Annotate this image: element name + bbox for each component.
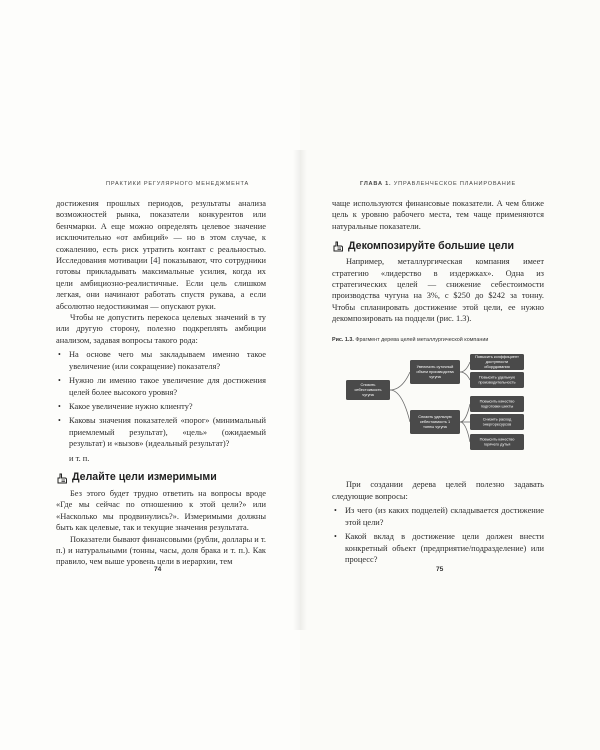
bullet-icon: • — [334, 532, 337, 542]
tree-leaf-label: Повысить удельную производительность — [478, 374, 516, 385]
section-heading-measurable: Делайте цели измеримыми — [56, 472, 266, 484]
tree-root-label: Снизить себестоимость чугуна — [354, 382, 382, 397]
tree-leaf-node — [470, 396, 524, 412]
right-body — [332, 198, 544, 568]
list-item: • Нужно ли именно такое увеличение для достижения целей более высокого уровня? — [58, 376, 266, 397]
etc-text: и т. п. — [69, 453, 90, 463]
left-paragraph-4: Показатели бывают финансовыми (рубли, доллары и т. п.) и натуральными (тонны, часы, доля брака и т. п.). Как правило, чем выше уровень цели в иерархии, тем — [56, 534, 266, 567]
right-running-head: ГЛАВА 1. УПРАВЛЕНЧЕСКОЕ ПЛАНИРОВАНИЕ — [360, 181, 516, 187]
right-paragraph-2: Например, металлургическая компания имеет стратегию «лидерство в издержках». Одна из стратегических целей — снижение себестоимости производства чугуна на 3%, с $250 до $242 за тонну. Чтобы спланировать достижение этой цели, ее нужно декомпозировать на подцели (рис. 1.3). — [332, 257, 544, 324]
tree-mid-node-2 — [410, 410, 460, 434]
bullet-icon: • — [58, 376, 61, 386]
left-paragraph-2: Чтобы не допустить перекоса целевых значений в ту или другую сторону, полезно подкреплять амбиции анализом, задавая вопросы такого рода: — [56, 313, 266, 345]
goal-tree-diagram — [332, 352, 544, 462]
tree-leaf-node — [470, 372, 524, 388]
list-item: • Какое увеличение нужно клиенту? — [58, 401, 193, 411]
left-running-head: ПРАКТИКИ РЕГУЛЯРНОГО МЕНЕДЖМЕНТА — [106, 181, 250, 187]
tree-mid-node-1 — [410, 360, 460, 384]
hand-pointing-icon — [56, 472, 68, 484]
tree-leaf-node — [470, 414, 524, 430]
list-item: • На основе чего мы закладываем именно такое увеличение (или сокращение) показателя? — [58, 350, 266, 371]
tree-leaf-node — [470, 434, 524, 450]
left-question-list — [56, 349, 266, 449]
hand-pointing-icon — [332, 240, 344, 252]
tree-leaf-label: Снизить расход энергоресурсов — [482, 416, 512, 427]
right-paragraph-3: При создании дерева целей полезно задавать следующие вопросы: — [332, 480, 544, 501]
tree-mid-label-2: Снизить удельную себестоимость 1 тонны чугуна — [418, 414, 452, 429]
bullet-icon: • — [58, 416, 61, 426]
tree-leaf-label: Повысить коэффициент доступности оборудования — [475, 354, 519, 369]
book-gutter — [293, 150, 307, 630]
left-paragraph-3: Без этого будет трудно ответить на вопросы вроде «Где мы сейчас по отношению к этой цели?» или «Насколько мы продвинулись?». Измеримыми должны быть как целевые, так и текущие значения результата. — [56, 488, 266, 533]
figure-caption: Рис. 1.3. Фрагмент дерева целей металлургической компании — [332, 336, 489, 343]
tree-leaf-node — [470, 354, 524, 370]
list-item: • Из чего (из каких подцелей) складывается достижение этой цели? — [334, 506, 544, 527]
tree-leaf-label: Повысить качество подготовки шихты — [479, 398, 515, 409]
page-number-right: 75 — [436, 566, 444, 573]
right-question-list — [332, 505, 544, 565]
list-item: • Какой вклад в достижение цели должен внести конкретный объект (предприятие/подразделение) или процесс? — [334, 532, 544, 564]
bullet-icon: • — [334, 506, 337, 516]
tree-root-node — [346, 380, 390, 400]
tree-mid-label-1: Увеличить суточный объем производства чугуна — [416, 364, 454, 379]
tree-leaf-label: Повысить качество горячего дутья — [479, 436, 515, 447]
left-body — [56, 198, 266, 568]
list-item: • Каковы значения показателей «порог» (минимальный приемлемый результат), «цель» (ожидаемый результат) и «вызов» (идеальный результат)? — [58, 416, 266, 449]
page-number-left: 74 — [154, 566, 162, 573]
right-paragraph-1: чаще используются финансовые показатели. А чем ближе цель к уровню рабочего места, тем чаще применяются натуральные показатели. — [332, 199, 544, 231]
left-paragraph-1: достижения прошлых периодов, результаты анализа возможностей рынка, показатели конкурентов или бенчмарки. А еще можно определять целевое значение исключительно «от амбиций» — но в этом случае, к сожалению, есть риск утратить контакт с реальностью. Исследования мотивации [4] показывают, что сотрудники готовы прикладывать максимальные усилия, когда их цели амбициозно-реалистичные. Если цель слишком легкая, они начинают работать спустя рукава, а если абсолютно недостижимая — опускают руки. — [56, 199, 266, 311]
bullet-icon: • — [58, 401, 61, 411]
section-heading-decompose: Декомпозируйте большие цели — [332, 240, 544, 252]
bullet-icon: • — [58, 350, 61, 360]
